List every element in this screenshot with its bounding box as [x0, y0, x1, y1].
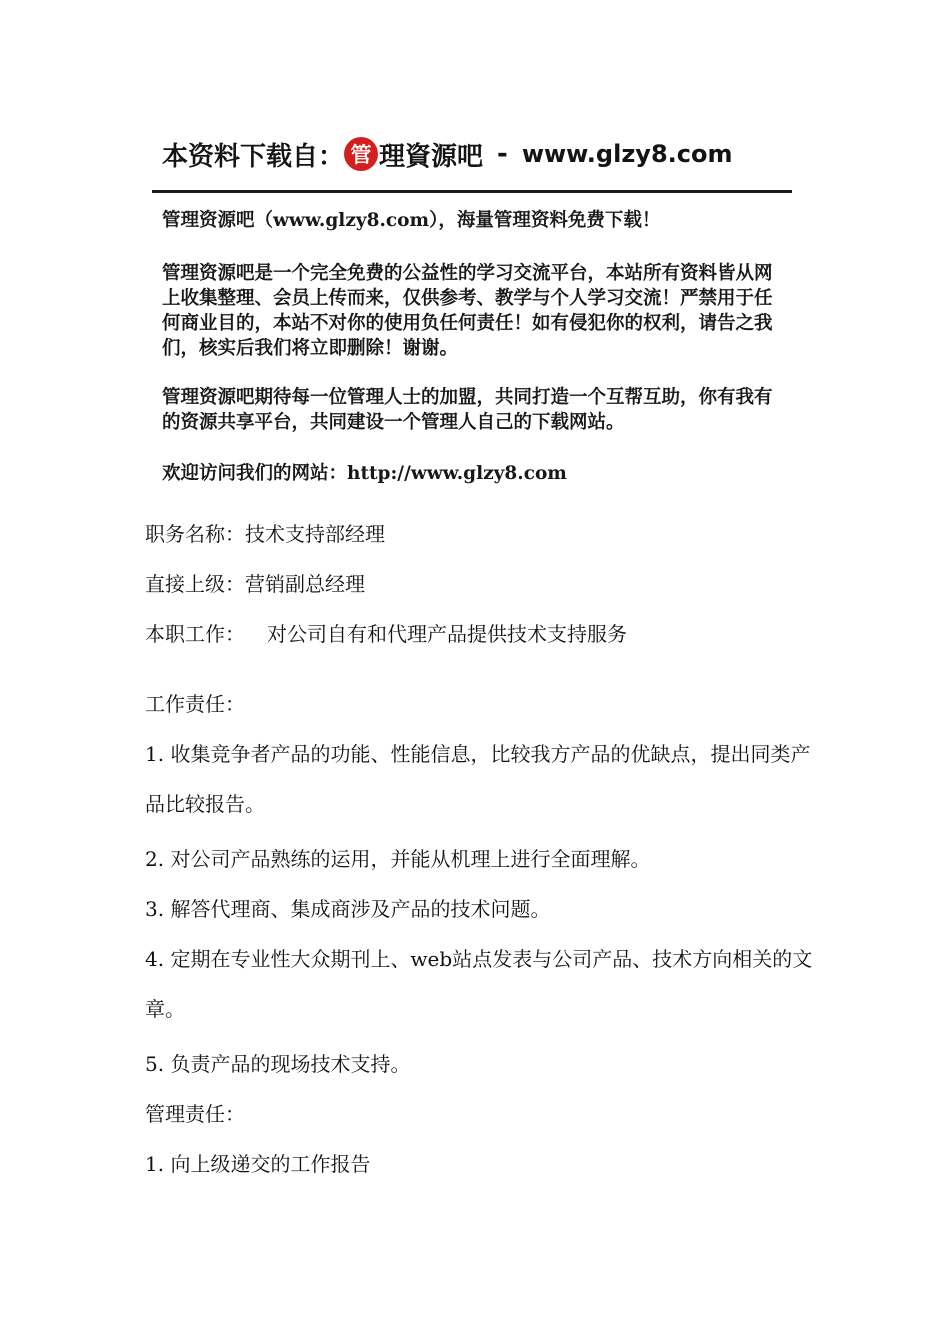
job-description [145, 504, 813, 1184]
banner-intro-line: 管理资源吧（www.glzy8.com），海量管理资料免费下载！ [162, 210, 661, 231]
main-work-label: 本职工作： [145, 622, 245, 646]
job-title-line [145, 504, 813, 554]
superior-line [145, 554, 813, 604]
main-work-line [145, 604, 813, 654]
banner-header [162, 134, 732, 174]
site-name: 理資源吧 [379, 141, 484, 172]
duty-item-4: 4. 定期在专业性大众期刊上、web站点发表与公司产品、技术方向相关的文章。 [145, 947, 813, 1021]
superior-label: 直接上级： [145, 572, 245, 596]
site-logo-icon: 管 [344, 137, 378, 171]
download-banner [152, 128, 792, 496]
header-dash: - [497, 139, 508, 169]
duty-item-1: 1. 收集竞争者产品的功能、性能信息，比较我方产品的优缺点，提出同类产品比较报告。 [145, 742, 811, 816]
banner-invitation: 管理资源吧期待每一位管理人士的加盟，共同打造一个互帮互助，你有我有的资源共享平台，共同建设一个管理人自己的下载网站。 [162, 387, 773, 433]
banner-disclaimer: 管理资源吧是一个完全免费的公益性的学习交流平台，本站所有资料皆从网上收集整理、会员上传而来，仅供参考、教学与个人学习交流！严禁用于任何商业目的，本站不对你的使用负任何责任！如有侵犯你的权利，请告之我们，核实后我们将立即删除！谢谢。 [162, 263, 773, 359]
main-work-value: 对公司自有和代理产品提供技术支持服务 [267, 622, 627, 646]
duty-item-5: 5. 负责产品的现场技术支持。 [145, 1052, 411, 1076]
duty-item-3: 3. 解答代理商、集成商涉及产品的技术问题。 [145, 897, 551, 921]
job-title-label: 职务名称： [145, 522, 245, 546]
job-title-value: 技术支持部经理 [245, 522, 385, 546]
duty-item-2: 2. 对公司产品熟练的运用，并能从机理上进行全面理解。 [145, 847, 651, 871]
management-heading: 管理责任： [145, 1102, 245, 1126]
banner-divider [152, 190, 792, 193]
download-from-label: 本资料下载自： [162, 141, 345, 172]
site-url: www.glzy8.com [521, 140, 733, 168]
superior-value: 营销副总经理 [245, 572, 365, 596]
duties-heading: 工作责任： [145, 692, 245, 716]
management-item-1: 1. 向上级递交的工作报告 [145, 1152, 371, 1176]
banner-visit-line: 欢迎访问我们的网站：http://www.glzy8.com [162, 463, 567, 484]
